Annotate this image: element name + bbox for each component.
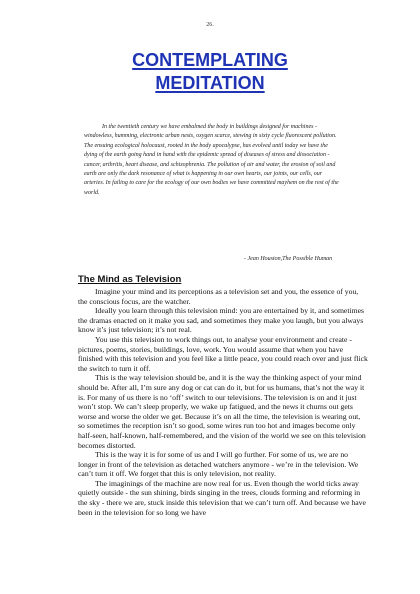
epigraph-text: In the twentieth century we have embalmed the body in buildings designed for machines - windowless, humming, electronic urban nests, oxygen scarce, stewing in sixty cycle fluorescent pollution. The ensuing ecological holocaust, rooted in the body apocalypse, has evolved until today we have the dying of the earth going hand in hand with the epidemic spread of diseases of stress and dissociation - cancer, arthritis, heart disease, and schizophrenia. The pollution of air and water, the erosion of soil and earth are only the dark resonance of what is happening in our own hearts, our joints, our cells, our arteries. In failing to care for the ecology of our own bodies we have committed mayhem on the rest of the world. <box>84 124 339 196</box>
body-paragraph: This is the way it is for some of us and I will go further. For some of us, we are no longer in front of the television as detached watchers anymore - we’re in the television. We can’t turn it off. We forget that this is only television, not reality. <box>78 450 359 479</box>
body-text <box>78 287 368 517</box>
epigraph-attribution: - Jean Houston,The Possible Human <box>244 256 333 262</box>
epigraph-quote <box>84 123 340 198</box>
page-title-line-2: MEDITATION <box>155 73 265 93</box>
body-paragraph: Ideally you learn through this television mind: you are entertained by it, and sometimes the dramas enacted on it make you sad, and sometimes they make you laugh, but you always know it’s just television; it’s not real. <box>78 306 364 335</box>
body-paragraph: Imagine your mind and its perceptions as a television set and you, the essence of you, the conscious focus, are the watcher. <box>78 287 359 306</box>
body-paragraph: You use this television to work things out, to analyse your environment and create - pictures, poems, stories, buildings, love, work. You would assume that when you have finished with this television and you feel like a little peace, you could reach over and just flick the switch to turn it off. <box>78 334 368 373</box>
page-title-line-1: CONTEMPLATING <box>132 50 288 70</box>
page-number: 26. <box>206 22 214 28</box>
body-paragraph: This is the way television should be, and it is the way the thinking aspect of your mind should be. After all, I’m sure any dog or cat can do it, but for us humans, that’s not the way it is. For many of us there is no ‘off’ switch to our televisions. The television is on and it just won’t stop. We can’t sleep properly, we wake up fatigued, and the news it churns out gets worse and worse the older we get. Because it’s on all the time, the television is wearing out, so sometimes the reception isn’t so good, some wires run too hot and images become only half-seen, half-known, half-remembered, and the vision of the world we see on this television becomes distorted. <box>78 373 366 450</box>
section-heading: The Mind as Television <box>78 274 182 285</box>
body-paragraph: The imaginings of the machine are now real for us. Even though the world ticks away quietly outside - the sun shining, birds singing in the trees, clouds forming and reforming in the sky - there we are, stuck inside this television that we can’t turn off. And because we have been in the television for so long we have <box>78 478 366 517</box>
